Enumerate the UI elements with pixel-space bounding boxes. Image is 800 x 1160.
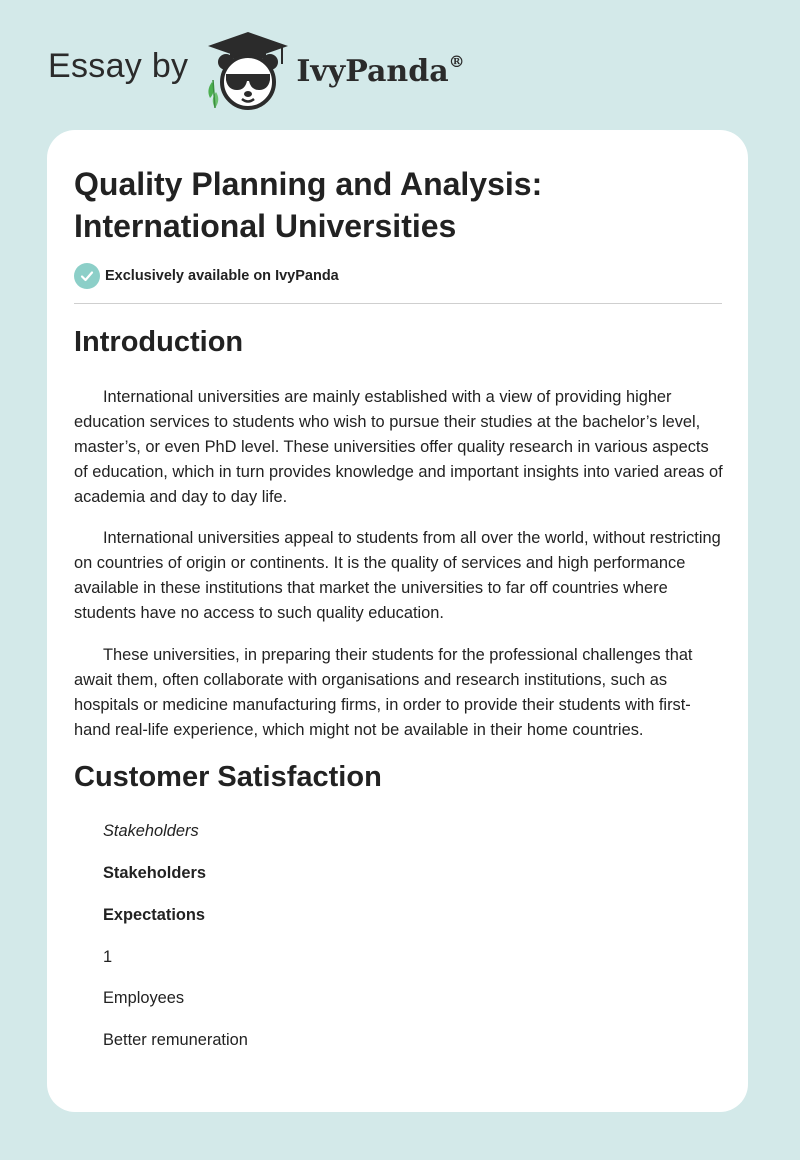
intro-paragraph-1: International universities are mainly established with a view of providing higher education services to students who wish to pursue their studies at the bachelor’s level, master’s, or even PhD level. These universities offer quality research in various aspects of education, which in turn provides knowledge and important insights into varied areas of academia and day to day life. — [74, 388, 723, 506]
essay-card — [47, 130, 748, 1112]
table-caption: Stakeholders — [103, 822, 199, 840]
panda-graduate-logo-icon[interactable] — [202, 30, 294, 110]
table-cell-expectation: Better remuneration — [103, 1031, 248, 1049]
intro-paragraph-2: International universities appeal to students from all over the world, without restricting on countries of origin or continents. It is the quality of services and high performance available in these institutions that market the universities to far off countries where students have no access to such quality education. — [74, 529, 721, 622]
intro-paragraph-3: These universities, in preparing their students for the professional challenges that await them, often collaborate with organisations and research institutions, such as hospitals or medicine manufacturing firms, in order to provide their students with first-hand real-life experience, which might not be available in their home countries. — [74, 646, 693, 739]
check-circle-icon — [74, 263, 100, 289]
section-heading-introduction: Introduction — [74, 326, 244, 358]
table-header-expectations: Expectations — [103, 906, 206, 924]
exclusive-badge — [74, 263, 339, 289]
brand-name-text: IvyPanda — [296, 53, 449, 89]
table-header-stakeholders: Stakeholders — [103, 864, 206, 882]
site-header — [48, 30, 465, 110]
table-cell-number: 1 — [103, 948, 113, 966]
title-divider — [74, 303, 722, 304]
table-cell-stakeholder: Employees — [103, 989, 185, 1007]
section-heading-customer-satisfaction: Customer Satisfaction — [74, 761, 382, 793]
essay-by-label: Essay by — [48, 46, 189, 85]
exclusive-badge-text: Exclusively available on IvyPanda — [105, 268, 339, 284]
brand-name[interactable] — [296, 51, 465, 89]
page-title: Quality Planning and Analysis: International Universities — [74, 166, 543, 244]
registered-mark: ® — [448, 51, 465, 71]
